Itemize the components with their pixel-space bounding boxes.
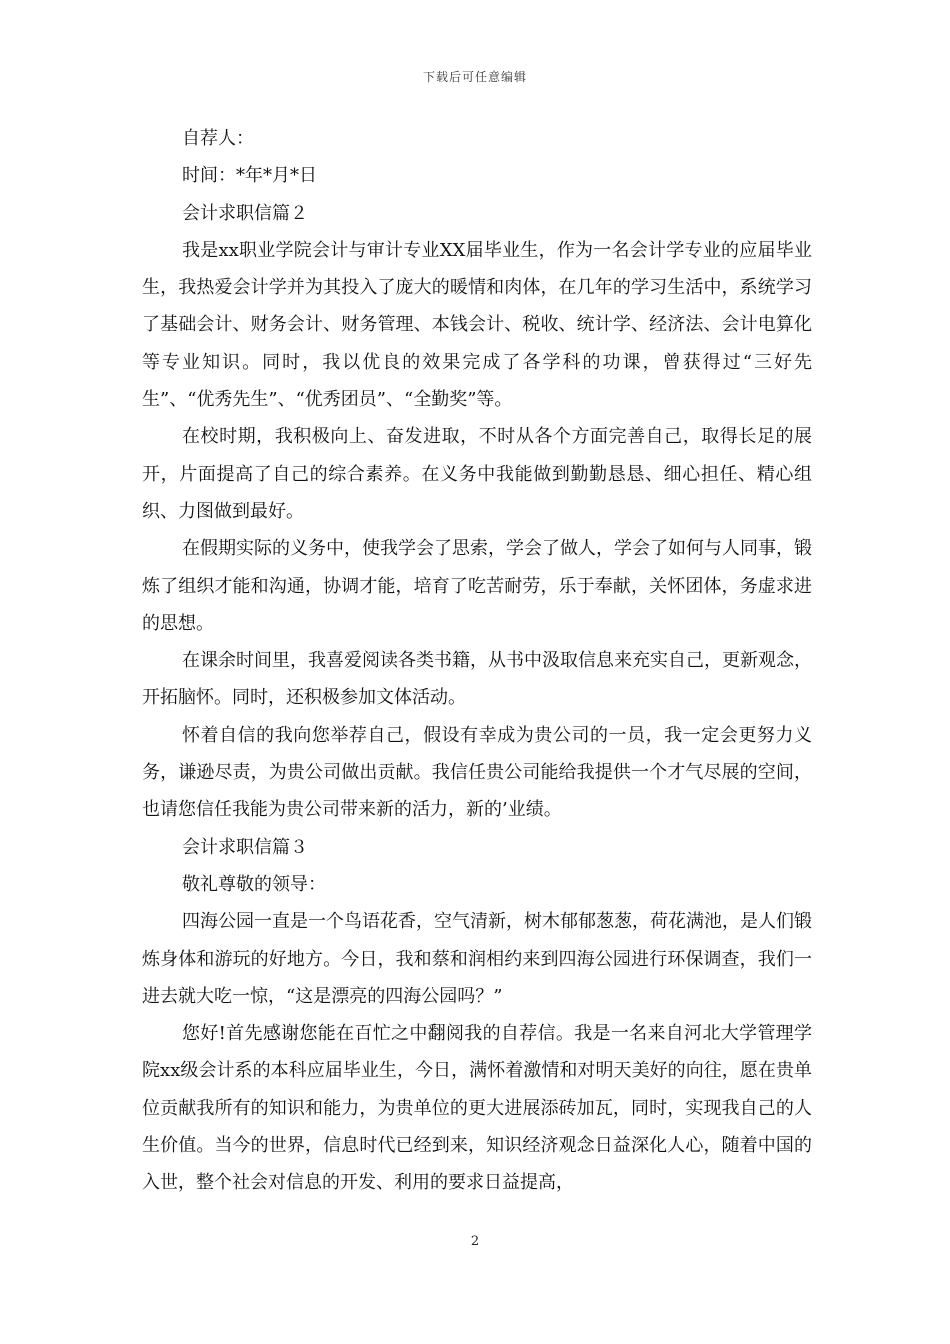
paragraph-date: 时间：*年*月*日 (182, 165, 317, 187)
paragraph-closing: 怀着自信的我向您举荐自己，假设有幸成为贵公司的一员，我一定会更努力义务，谦逊尽责，为贵公司做出贡献。我信任贵公司能给我提供一个才气尽展的空间，也请您信任我能为贵公司带来新的活力，新的’业绩。 (142, 724, 812, 821)
paragraph-park: 四海公园一直是一个鸟语花香，空气清新，树木郁郁葱葱，荷花满池，是人们锻炼身体和游玩的好地方。今日，我和蔡和润相约来到四海公园进行环保调查，我们一进去就大吃一惊，“这是漂亮的四海公园吗？” (142, 911, 812, 1007)
paragraph-greeting: 您好!首先感谢您能在百忙之中翻阅我的自荐信。我是一名来自河北大学管理学院xx级会计系的本科应届毕业生，今日，满怀着激情和对明天美好的向往，愿在贵单位贡献我所有的知识和能力，为贵单位的更大进展添砖加瓦，同时，实现我自己的人生价值。当今的世界，信息时代已经到来，知识经济观念日益深化人心，随着中国的入世，整个社会对信息的开发、利用的要求日益提高， (142, 1023, 812, 1194)
page-header: 下载后可任意编辑 (422, 70, 527, 84)
paragraph-salutation: 敬礼尊敬的领导： (182, 873, 326, 895)
paragraph-holiday-practice: 在假期实际的义务中，使我学会了思索，学会了做人，学会了如何与人同事，锻炼了组织才能和沟通，协调才能，培育了吃苦耐劳，乐于奉献，关怀团体，务虚求进的思想。 (142, 538, 812, 634)
section-heading-2: 会计求职信篇２ (182, 202, 308, 224)
paragraph-school-period: 在校时期，我积极向上、奋发进取，不时从各个方面完善自己，取得长足的展开，片面提高了自己的综合素养。在义务中我能做到勤勤恳恳、细心担任、精心组织、力图做到最好。 (142, 426, 812, 522)
document-body (142, 120, 812, 1202)
paragraph-recommender: 自荐人： (182, 128, 254, 149)
section-heading-3: 会计求职信篇３ (182, 836, 308, 858)
page-number: 2 (470, 1234, 480, 1249)
paragraph-spare-time: 在课余时间里，我喜爱阅读各类书籍，从书中汲取信息来充实自己，更新观念，开拓脑怀。同时，还积极参加文体活动。 (142, 650, 812, 709)
paragraph-introduction: 我是xx职业学院会计与审计专业XX届毕业生，作为一名会计学专业的应届毕业生，我热爱会计学并为其投入了庞大的暖情和肉体，在几年的学习生活中，系统学习了基础会计、财务会计、财务管理、本钱会计、税收、统计学、经济法、会计电算化等专业知识。同时，我以优良的效果完成了各学科的功课，曾获得过“三好先生”、“优秀先生”、“优秀团员”、“全勤奖”等。 (142, 239, 812, 411)
